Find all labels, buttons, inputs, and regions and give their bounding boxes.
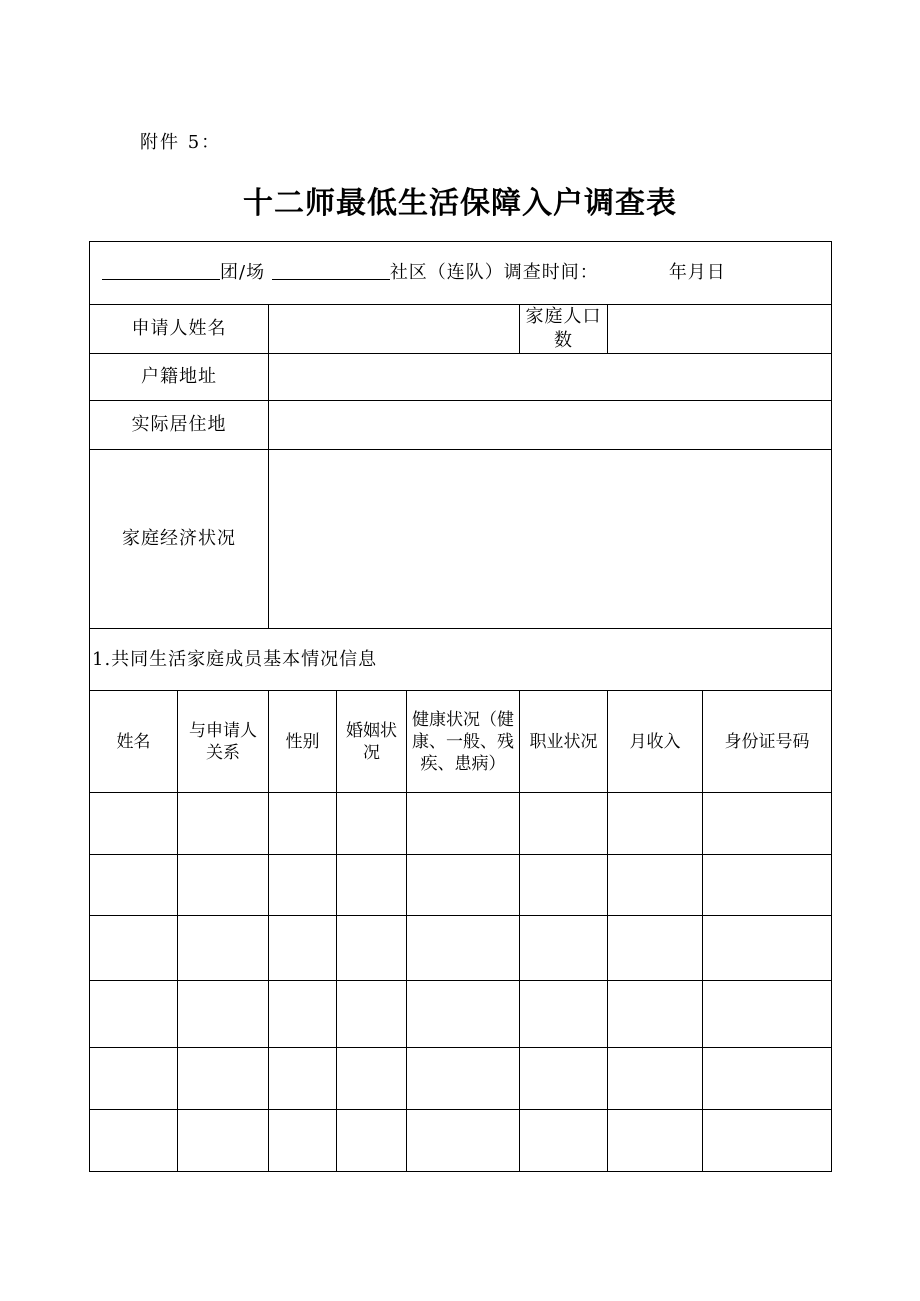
col-occupation: 职业状况 — [520, 691, 608, 793]
page-title: 十二师最低生活保障入户调查表 — [243, 186, 677, 221]
member-row — [90, 855, 832, 916]
economic-status-value[interactable] — [269, 450, 832, 629]
member-row — [90, 981, 832, 1048]
member-row — [90, 916, 832, 981]
member-header-row — [90, 691, 832, 793]
registered-address-row — [90, 354, 832, 401]
community-blank-line[interactable] — [272, 261, 390, 280]
section-title: 1.共同生活家庭成员基本情况信息 — [90, 629, 832, 691]
col-name: 姓名 — [90, 691, 178, 793]
header-info-cell — [90, 242, 832, 305]
col-gender: 性别 — [269, 691, 337, 793]
household-size-label: 家庭人口数 — [520, 305, 608, 354]
actual-residence-row — [90, 401, 832, 450]
community-label: 社区（连队）调查时间： — [389, 262, 599, 283]
actual-residence-label: 实际居住地 — [90, 401, 269, 450]
survey-form-table — [89, 241, 832, 1172]
applicant-name-value[interactable] — [269, 305, 520, 354]
registered-address-value[interactable] — [269, 354, 832, 401]
actual-residence-value[interactable] — [269, 401, 832, 450]
col-id-number: 身份证号码 — [703, 691, 832, 793]
registered-address-label: 户籍地址 — [90, 354, 269, 401]
economic-status-row — [90, 450, 832, 629]
section-title-row — [90, 629, 832, 691]
applicant-row — [90, 305, 832, 354]
col-income: 月收入 — [608, 691, 703, 793]
member-row — [90, 793, 832, 855]
economic-status-label: 家庭经济状况 — [90, 450, 269, 629]
col-marital: 婚姻状况 — [337, 691, 407, 793]
col-relation: 与申请人关系 — [178, 691, 269, 793]
attachment-label: 附件 5： — [140, 132, 222, 153]
member-row — [90, 1110, 832, 1172]
unit-label: 团/场 — [220, 262, 266, 283]
header-info-row — [90, 242, 832, 305]
unit-blank-line[interactable] — [102, 261, 220, 280]
household-size-value[interactable] — [608, 305, 832, 354]
applicant-name-label: 申请人姓名 — [90, 305, 269, 354]
member-row — [90, 1048, 832, 1110]
col-health: 健康状况（健康、一般、残疾、患病） — [407, 691, 520, 793]
date-label: 年月日 — [668, 262, 726, 283]
